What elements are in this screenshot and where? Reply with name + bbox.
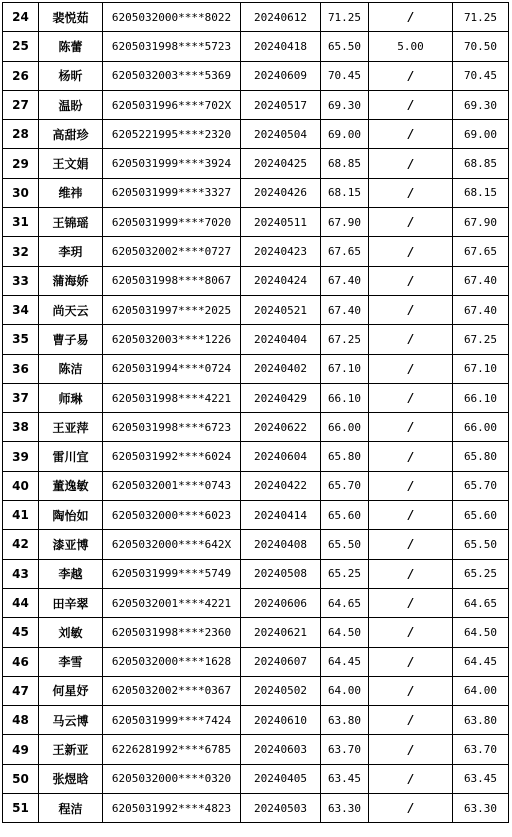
date-cell: 20240408 [241,530,321,559]
total-score-cell: 64.50 [453,618,509,647]
table-row [3,266,509,295]
table-row [3,501,509,530]
score-cell: 68.15 [321,178,369,207]
id-number-cell: 6205032000****8022 [103,3,241,32]
score-cell: 64.50 [321,618,369,647]
bonus-cell: / [369,735,453,764]
total-score-cell: 65.25 [453,559,509,588]
total-score-cell: 63.45 [453,764,509,793]
bonus-cell: / [369,530,453,559]
bonus-cell: / [369,764,453,793]
date-cell: 20240517 [241,90,321,119]
total-score-cell: 64.45 [453,647,509,676]
row-number-cell: 30 [3,178,39,207]
bonus-cell: / [369,413,453,442]
id-number-cell: 6205032001****4221 [103,588,241,617]
id-number-cell: 6205031998****5723 [103,32,241,61]
table-row [3,530,509,559]
date-cell: 20240521 [241,295,321,324]
score-cell: 67.40 [321,266,369,295]
total-score-cell: 63.70 [453,735,509,764]
bonus-cell: / [369,149,453,178]
table-row [3,471,509,500]
row-number-cell: 41 [3,501,39,530]
table-row [3,3,509,32]
score-cell: 67.25 [321,325,369,354]
table-row [3,178,509,207]
table-body [3,3,509,823]
bonus-cell: / [369,295,453,324]
date-cell: 20240423 [241,237,321,266]
score-cell: 69.00 [321,120,369,149]
table-row [3,794,509,823]
date-cell: 20240414 [241,501,321,530]
id-number-cell: 6205032000****0320 [103,764,241,793]
score-cell: 67.10 [321,354,369,383]
row-number-cell: 44 [3,588,39,617]
bonus-cell: / [369,647,453,676]
row-number-cell: 50 [3,764,39,793]
score-cell: 70.45 [321,61,369,90]
table-row [3,149,509,178]
name-cell: 程洁 [39,794,103,823]
bonus-cell: / [369,794,453,823]
id-number-cell: 6205031998****8067 [103,266,241,295]
date-cell: 20240508 [241,559,321,588]
date-cell: 20240424 [241,266,321,295]
row-number-cell: 42 [3,530,39,559]
name-cell: 陈洁 [39,354,103,383]
date-cell: 20240503 [241,794,321,823]
total-score-cell: 68.15 [453,178,509,207]
row-number-cell: 26 [3,61,39,90]
score-cell: 67.40 [321,295,369,324]
table-row [3,354,509,383]
id-number-cell: 6205031999****7020 [103,208,241,237]
name-cell: 王文娟 [39,149,103,178]
row-number-cell: 38 [3,413,39,442]
total-score-cell: 66.00 [453,413,509,442]
row-number-cell: 32 [3,237,39,266]
date-cell: 20240610 [241,706,321,735]
id-number-cell: 6205221995****2320 [103,120,241,149]
table-row [3,764,509,793]
score-cell: 64.65 [321,588,369,617]
row-number-cell: 33 [3,266,39,295]
table-row [3,32,509,61]
table-row [3,413,509,442]
name-cell: 雷川宜 [39,442,103,471]
bonus-cell: / [369,501,453,530]
score-cell: 65.70 [321,471,369,500]
date-cell: 20240621 [241,618,321,647]
row-number-cell: 39 [3,442,39,471]
id-number-cell: 6205031994****0724 [103,354,241,383]
total-score-cell: 68.85 [453,149,509,178]
score-cell: 68.85 [321,149,369,178]
total-score-cell: 70.50 [453,32,509,61]
name-cell: 王新亚 [39,735,103,764]
total-score-cell: 63.30 [453,794,509,823]
name-cell: 王亚萍 [39,413,103,442]
bonus-cell: / [369,383,453,412]
id-number-cell: 6205031997****2025 [103,295,241,324]
id-number-cell: 6205032003****1226 [103,325,241,354]
table-row [3,706,509,735]
date-cell: 20240607 [241,647,321,676]
score-cell: 65.50 [321,32,369,61]
id-number-cell: 6205031998****2360 [103,618,241,647]
name-cell: 张煜晗 [39,764,103,793]
bonus-cell: / [369,442,453,471]
name-cell: 李越 [39,559,103,588]
name-cell: 马云博 [39,706,103,735]
total-score-cell: 67.40 [453,295,509,324]
table-row [3,676,509,705]
score-sheet [2,2,509,823]
bonus-cell: / [369,471,453,500]
row-number-cell: 37 [3,383,39,412]
table-row [3,618,509,647]
name-cell: 维祎 [39,178,103,207]
table-row [3,325,509,354]
id-number-cell: 6205031999****3327 [103,178,241,207]
date-cell: 20240504 [241,120,321,149]
total-score-cell: 69.00 [453,120,509,149]
name-cell: 李玥 [39,237,103,266]
table-row [3,61,509,90]
row-number-cell: 49 [3,735,39,764]
date-cell: 20240429 [241,383,321,412]
table-row [3,647,509,676]
table-row [3,383,509,412]
table-row [3,120,509,149]
total-score-cell: 65.60 [453,501,509,530]
score-cell: 67.65 [321,237,369,266]
name-cell: 刘敏 [39,618,103,647]
id-number-cell: 6205031999****5749 [103,559,241,588]
name-cell: 尚天云 [39,295,103,324]
score-cell: 69.30 [321,90,369,119]
bonus-cell: / [369,676,453,705]
date-cell: 20240422 [241,471,321,500]
date-cell: 20240604 [241,442,321,471]
date-cell: 20240609 [241,61,321,90]
id-number-cell: 6205031999****3924 [103,149,241,178]
date-cell: 20240418 [241,32,321,61]
bonus-cell: / [369,178,453,207]
score-cell: 65.80 [321,442,369,471]
total-score-cell: 67.65 [453,237,509,266]
total-score-cell: 66.10 [453,383,509,412]
date-cell: 20240404 [241,325,321,354]
row-number-cell: 45 [3,618,39,647]
bonus-cell: / [369,266,453,295]
name-cell: 李雪 [39,647,103,676]
name-cell: 漆亚博 [39,530,103,559]
name-cell: 裴悦茹 [39,3,103,32]
score-cell: 66.00 [321,413,369,442]
id-number-cell: 6205032000****1628 [103,647,241,676]
bonus-cell: / [369,559,453,588]
total-score-cell: 64.00 [453,676,509,705]
name-cell: 董逸敏 [39,471,103,500]
score-cell: 64.00 [321,676,369,705]
date-cell: 20240612 [241,3,321,32]
row-number-cell: 29 [3,149,39,178]
bonus-cell: / [369,237,453,266]
id-number-cell: 6205032002****0727 [103,237,241,266]
name-cell: 师琳 [39,383,103,412]
score-cell: 65.50 [321,530,369,559]
row-number-cell: 25 [3,32,39,61]
id-number-cell: 6205031999****7424 [103,706,241,735]
total-score-cell: 70.45 [453,61,509,90]
row-number-cell: 31 [3,208,39,237]
name-cell: 杨昕 [39,61,103,90]
bonus-cell: / [369,3,453,32]
table-row [3,559,509,588]
score-cell: 65.60 [321,501,369,530]
total-score-cell: 65.50 [453,530,509,559]
total-score-cell: 71.25 [453,3,509,32]
score-cell: 71.25 [321,3,369,32]
row-number-cell: 43 [3,559,39,588]
bonus-cell: / [369,120,453,149]
total-score-cell: 67.90 [453,208,509,237]
score-cell: 67.90 [321,208,369,237]
score-cell: 63.70 [321,735,369,764]
total-score-cell: 67.40 [453,266,509,295]
date-cell: 20240603 [241,735,321,764]
row-number-cell: 47 [3,676,39,705]
name-cell: 曹子易 [39,325,103,354]
total-score-cell: 67.25 [453,325,509,354]
score-cell: 63.80 [321,706,369,735]
row-number-cell: 35 [3,325,39,354]
row-number-cell: 40 [3,471,39,500]
id-number-cell: 6205031996****702X [103,90,241,119]
id-number-cell: 6205031998****4221 [103,383,241,412]
score-cell: 64.45 [321,647,369,676]
id-number-cell: 6205032000****6023 [103,501,241,530]
name-cell: 蒲海娇 [39,266,103,295]
id-number-cell: 6205032002****0367 [103,676,241,705]
date-cell: 20240622 [241,413,321,442]
name-cell: 何星妤 [39,676,103,705]
id-number-cell: 6226281992****6785 [103,735,241,764]
table-row [3,735,509,764]
row-number-cell: 36 [3,354,39,383]
total-score-cell: 65.80 [453,442,509,471]
date-cell: 20240425 [241,149,321,178]
bonus-cell: / [369,208,453,237]
row-number-cell: 28 [3,120,39,149]
id-number-cell: 6205032000****642X [103,530,241,559]
total-score-cell: 64.65 [453,588,509,617]
table-row [3,442,509,471]
total-score-cell: 65.70 [453,471,509,500]
row-number-cell: 51 [3,794,39,823]
table-row [3,588,509,617]
bonus-cell: / [369,61,453,90]
date-cell: 20240502 [241,676,321,705]
score-cell: 66.10 [321,383,369,412]
id-number-cell: 6205032003****5369 [103,61,241,90]
row-number-cell: 24 [3,3,39,32]
total-score-cell: 67.10 [453,354,509,383]
row-number-cell: 48 [3,706,39,735]
date-cell: 20240511 [241,208,321,237]
date-cell: 20240402 [241,354,321,383]
date-cell: 20240405 [241,764,321,793]
table-row [3,237,509,266]
bonus-cell: / [369,618,453,647]
score-cell: 65.25 [321,559,369,588]
name-cell: 温盼 [39,90,103,119]
total-score-cell: 63.80 [453,706,509,735]
name-cell: 陶怡如 [39,501,103,530]
bonus-cell: / [369,325,453,354]
bonus-cell: / [369,90,453,119]
id-number-cell: 6205031998****6723 [103,413,241,442]
id-number-cell: 6205031992****4823 [103,794,241,823]
bonus-cell: / [369,706,453,735]
score-table [2,2,509,823]
row-number-cell: 46 [3,647,39,676]
table-row [3,90,509,119]
name-cell: 高甜珍 [39,120,103,149]
id-number-cell: 6205031992****6024 [103,442,241,471]
name-cell: 陈蕾 [39,32,103,61]
table-row [3,208,509,237]
table-row [3,295,509,324]
row-number-cell: 34 [3,295,39,324]
score-cell: 63.45 [321,764,369,793]
row-number-cell: 27 [3,90,39,119]
date-cell: 20240606 [241,588,321,617]
bonus-cell: / [369,588,453,617]
score-cell: 63.30 [321,794,369,823]
name-cell: 王锦瑶 [39,208,103,237]
id-number-cell: 6205032001****0743 [103,471,241,500]
name-cell: 田辛翠 [39,588,103,617]
date-cell: 20240426 [241,178,321,207]
total-score-cell: 69.30 [453,90,509,119]
bonus-cell: / [369,354,453,383]
bonus-cell: 5.00 [369,32,453,61]
